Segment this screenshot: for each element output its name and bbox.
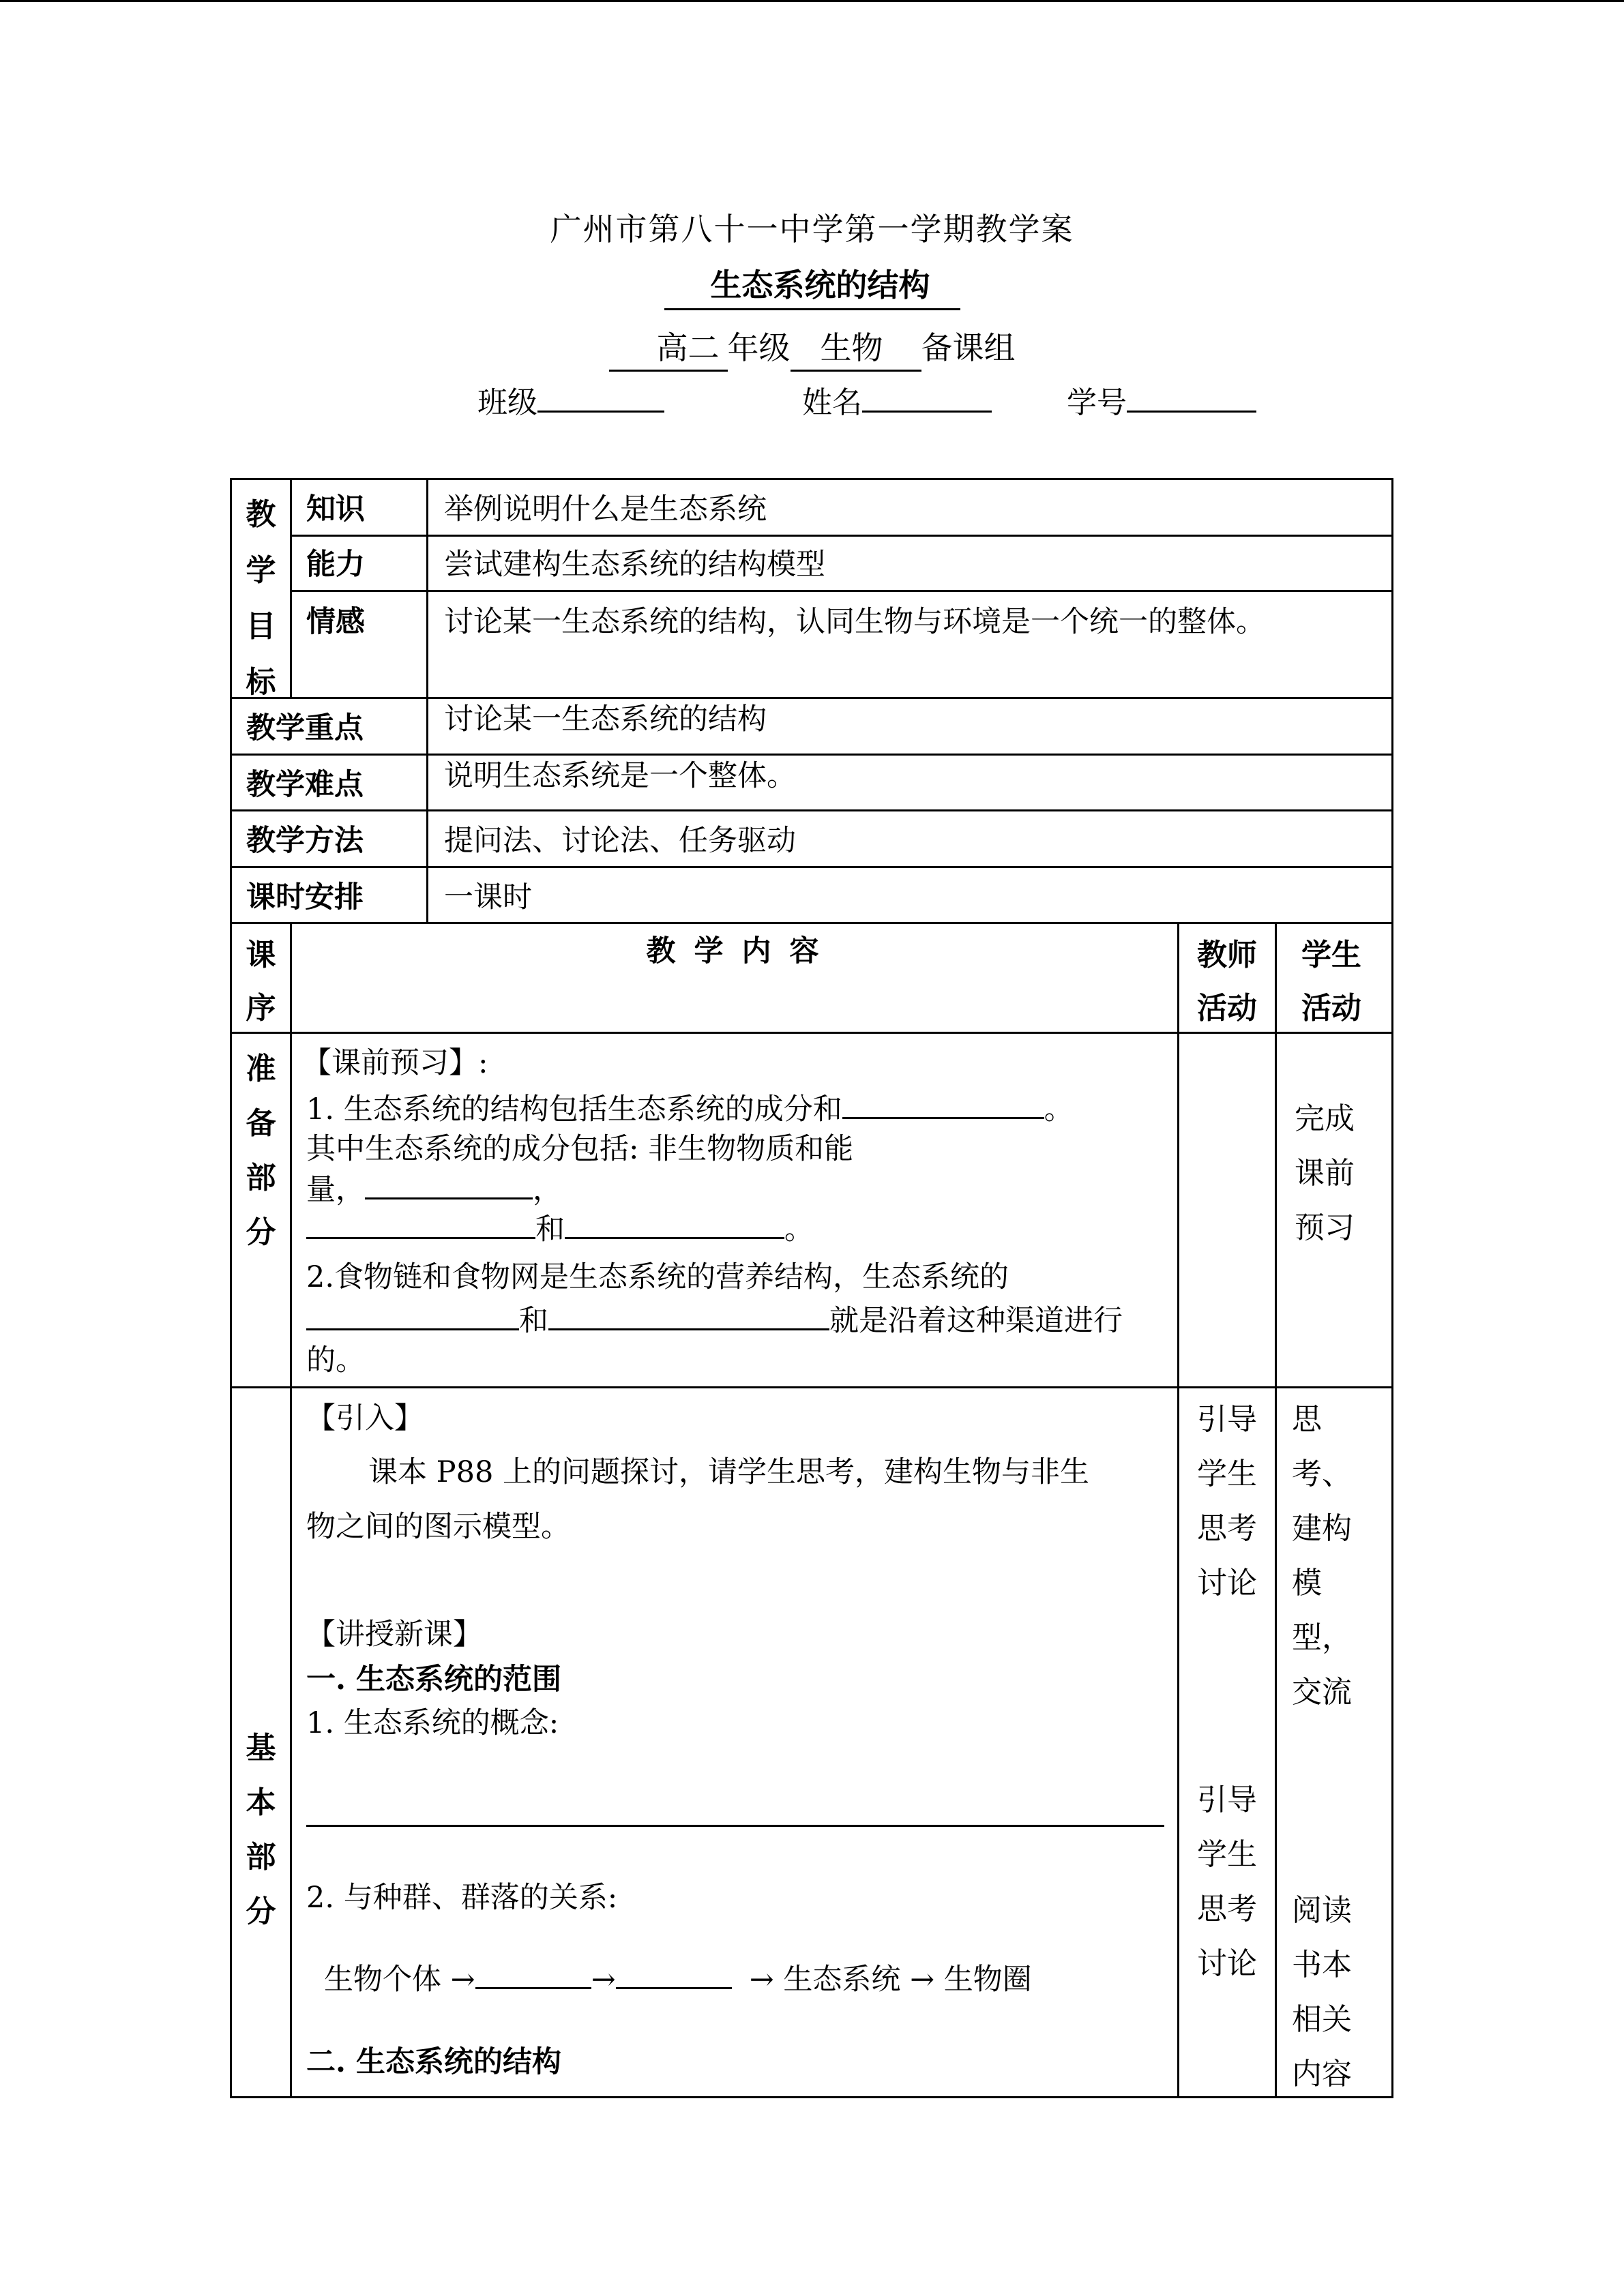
prep-q1-line2: 其中生态系统的成分包括: 非生物物质和能 xyxy=(306,1132,854,1166)
group-label: 备课组 xyxy=(921,329,1016,366)
goals-label: 教 学 目 标 xyxy=(246,497,276,700)
content-header: 教 学 内 容 xyxy=(646,934,823,968)
prep-student-activity: 完成 课前 预习 xyxy=(1295,1101,1355,1245)
prep-q2-line2: 和 就是沿着这种渠道进行 xyxy=(306,1302,1123,1339)
subject-value: 生物 xyxy=(791,323,921,372)
intro-text-2: 物之间的图示模型。 xyxy=(306,1510,570,1544)
section1-q1: 1. 生态系统的概念: xyxy=(306,1706,559,1740)
school-title: 广州市第八十一中学第一学期教学案 xyxy=(550,211,1074,248)
prep-q1-blank2[interactable] xyxy=(365,1172,533,1199)
name-blank[interactable] xyxy=(862,385,992,413)
grade-value: 高二 xyxy=(609,323,728,372)
focus-label: 教学重点 xyxy=(246,711,364,745)
goal-type-ability: 能力 xyxy=(306,548,365,582)
section2-title: 二. 生态系统的结构 xyxy=(306,2045,561,2079)
topic-text: 生态系统的结构 xyxy=(664,260,960,310)
intro-text-1: 课本 P88 上的问题探讨，请学生思考，建构生物与非生 xyxy=(368,1455,1089,1489)
prep-q1-line1: 1. 生态系统的结构包括生态系统的成分和 。 xyxy=(306,1092,1074,1127)
new-lesson-title: 【讲授新课】 xyxy=(306,1617,482,1652)
intro-title: 【引入】 xyxy=(306,1401,424,1435)
goal-content-emotion: 讨论某一生态系统的结构，认同生物与环境是一个统一的整体。 xyxy=(444,605,1265,639)
schedule-content: 一课时 xyxy=(444,880,532,914)
prep-label: 准 备 部 分 xyxy=(246,1052,276,1250)
method-content: 提问法、讨论法、任务驱动 xyxy=(444,824,796,858)
goal-content-ability: 尝试建构生态系统的结构模型 xyxy=(444,548,825,582)
topic-title xyxy=(0,260,1624,310)
name-label: 姓名 xyxy=(802,385,862,420)
prep-q2-line3: 的。 xyxy=(306,1343,365,1377)
prep-q2-blank2[interactable] xyxy=(548,1302,829,1330)
grade-line xyxy=(0,323,1624,372)
number-label: 学号 xyxy=(1067,385,1127,420)
goal-type-knowledge: 知识 xyxy=(306,492,365,526)
grade-label: 年级 xyxy=(727,329,791,366)
concept-answer-line[interactable] xyxy=(306,1825,1164,1827)
class-field[interactable] xyxy=(477,378,664,421)
goal-content-knowledge: 举例说明什么是生态系统 xyxy=(444,492,767,526)
focus-content: 讨论某一生态系统的结构 xyxy=(444,702,767,736)
teacher-activity-1: 引导 学生 思考 讨论 xyxy=(1197,1402,1257,1600)
teacher-activity-header: 教师 活动 xyxy=(1197,938,1257,1026)
basic-label: 基 本 部 分 xyxy=(246,1731,276,1929)
prep-title: 【课前预习】: xyxy=(302,1046,488,1080)
hierarchy-blank2[interactable] xyxy=(616,1961,732,1989)
hierarchy-chain: 生物个体 → → → 生态系统 → 生物圈 xyxy=(324,1963,1032,1997)
prep-q1-blank1[interactable] xyxy=(842,1091,1044,1119)
page-top-border xyxy=(0,0,1624,2)
student-activity-header: 学生 活动 xyxy=(1301,938,1361,1026)
teacher-activity-2: 引导 学生 思考 讨论 xyxy=(1197,1783,1257,1981)
order-header: 课 序 xyxy=(246,938,276,1026)
name-field[interactable] xyxy=(802,378,992,421)
goal-type-emotion: 情感 xyxy=(306,605,365,639)
prep-q1-line3: 量， ， xyxy=(306,1173,562,1207)
schedule-label: 课时安排 xyxy=(246,880,364,914)
prep-q1-line4: 和 。 xyxy=(306,1211,814,1248)
prep-q1-blank3[interactable] xyxy=(306,1211,535,1239)
number-field[interactable] xyxy=(1067,378,1256,421)
class-label: 班级 xyxy=(477,385,537,420)
prep-q2-blank1[interactable] xyxy=(306,1302,519,1330)
difficulty-content: 说明生态系统是一个整体。 xyxy=(444,759,796,793)
hierarchy-blank1[interactable] xyxy=(475,1961,591,1989)
difficulty-label: 教学难点 xyxy=(246,768,364,802)
method-label: 教学方法 xyxy=(246,824,364,858)
prep-q2-line1: 2.食物链和食物网是生态系统的营养结构，生态系统的 xyxy=(306,1260,1009,1294)
student-activity-1: 思 考、 建构 模 型， 交流 xyxy=(1292,1402,1352,1710)
student-activity-2: 阅读 书本 相关 内容 xyxy=(1292,1893,1352,2091)
class-blank[interactable] xyxy=(537,385,664,413)
section1-title: 一. 生态系统的范围 xyxy=(306,1663,561,1697)
section1-q2: 2. 与种群、群落的关系: xyxy=(306,1881,618,1915)
number-blank[interactable] xyxy=(1127,385,1256,413)
prep-q1-blank4[interactable] xyxy=(565,1211,784,1239)
